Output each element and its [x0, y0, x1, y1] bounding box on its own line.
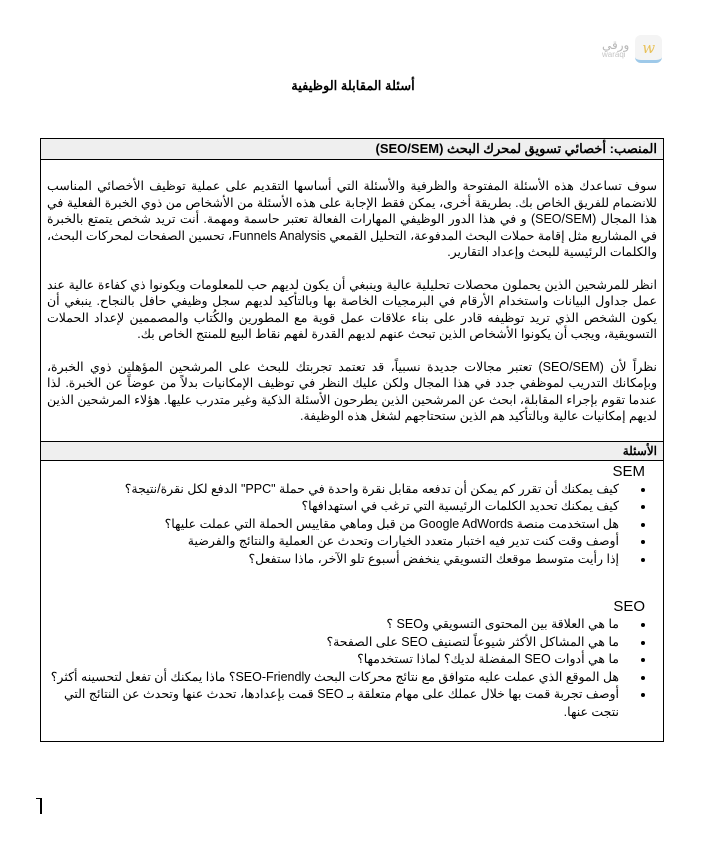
document-title: أسئلة المقابلة الوظيفية [291, 78, 415, 93]
spacer [47, 568, 657, 598]
logo-latin-text: waraqi [602, 50, 626, 59]
logo-mark-icon [635, 35, 662, 63]
question-item: • ما هي أدوات SEO المفضلة لديك؟ لماذا تستخدمها؟ [47, 651, 631, 669]
intro-paragraph: انظر للمرشحين الذين يحملون محصلات تحليلية عالية وينبغي أن يكون لديهم حب للمعلومات ويكونوا ذي كفاءة عالية عند عمل جداول البيانات واستخدام الأرقام في البرمجيات الخاصة بها وبالتأكيد لديهم سجل وظيفي حافل بالنجاح. ينبغي أن يكون الشخص الذي تريد توظيفه قادر على بناء علاقات عمل قوية مع المطورين والكُتاب والمصممين لإعداد الحملات التسويقية، ويجب أن يكونوا الأشخاص الذين تبحث عنهم لديهم القدرة لفهم نقاط البيع للمنتج الخاص بك. [47, 277, 657, 341]
question-item: • إذا رأيت متوسط موقعك التسويقي ينخفض أسبوع تلو الآخر، ماذا ستفعل؟ [47, 551, 631, 569]
logo-text [602, 39, 629, 59]
questions-header: الأسئلة [41, 441, 663, 461]
text-cursor [40, 798, 42, 814]
question-item: • كيف يمكنك أن تقرر كم يمكن أن تدفعه مقابل نقرة واحدة في حملة "PPC" الدفع لكل نقرة/نتيجة؟ [47, 481, 631, 499]
seo-question-list [47, 616, 657, 721]
intro-section [41, 160, 663, 441]
question-item: • هل الموقع الذي عملت عليه متوافق مع نتائج محركات البحث SEO-Friendly؟ ماذا يمكنك أن تفعل لتحسينه أكثر؟ [47, 669, 631, 687]
question-item: • ما هي العلاقة بين المحتوى التسويقي وSEO ؟ [47, 616, 631, 634]
logo-mark: w [642, 38, 656, 57]
questions-section [41, 461, 663, 742]
question-item: • كيف يمكنك تحديد الكلمات الرئيسية التي ترغب في استهدافها؟ [47, 498, 631, 516]
section-title-sem: SEM [612, 462, 645, 480]
question-item: • أوصف وقت كنت تدير فيه اختبار متعدد الخيارات وتحدث عن العملية والنتائج والفرضية [47, 533, 631, 551]
position-header: المنصب: أخصائي تسويق لمحرك البحث (SEO/SEM) [41, 139, 663, 160]
intro-paragraph: نظراً لأن (SEO/SEM) تعتبر مجالات جديدة نسبياً، قد تعتمد تجربتك للبحث على المرشحين المؤهلين ذوي الخبرة، وبإمكانك التدريب لموظفي جدد في هذا المجال ولكن عليك النظر في توظيف الإمكانيات بدلاً من عوضاً عن الخبرة. لذا عندما تقوم بإجراء المقابلة، ابحث عن المرشحين الذين يطرحون الأسئلة الذكية وغير متدرب عليها. هؤلاء المرشحين الذين لديهم إمكانيات عالية وبالتأكيد هم الذين ستحتاجهم لشغل هذه الوظيفة. [47, 359, 657, 423]
question-item: • هل استخدمت منصة Google AdWords من قبل وماهي مقاييس الحملة التي عملت عليها؟ [47, 516, 631, 534]
sem-question-list [47, 481, 657, 569]
intro-paragraph: سوف تساعدك هذه الأسئلة المفتوحة والظرفية والأسئلة التي أساسها التقديم على عملية توظيف الأخصائي المناسب للانضمام للفريق الخاص بك. بطريقة أخرى، يمكن فقط الإجابة على هذه الأسئلة من الأشخاص من ذوي الخبرة الفعلية في هذا المجال (SEO/SEM) و في هذا الدور الوظيفي المهارات الفعالة تعتبر حاسمة ومهمة. أنت تريد شخص يتمتع بالخبرة في المشاريع مثل إقامة حملات البحث المدفوعة، التحليل القمعي Funnels Analysis، تحسين الصفحات لمحركات البحث، والكلمات الرئيسية للبحث وإعداد التقارير. [47, 179, 658, 259]
question-item: • أوصف تجربة قمت بها خلال عملك على مهام متعلقة بـ SEO قمت بإعدادها، تحدث عنها وتحدث عن النتائج التي نتجت عنها. [47, 686, 631, 721]
logo-arabic-text: ورقي [602, 38, 630, 52]
waraqi-logo [602, 30, 662, 68]
question-item: • ما هي المشاكل الأكثر شيوعاً لتصنيف SEO على الصفحة؟ [47, 634, 631, 652]
section-title-seo: SEO [613, 598, 645, 615]
interview-table [40, 138, 664, 742]
